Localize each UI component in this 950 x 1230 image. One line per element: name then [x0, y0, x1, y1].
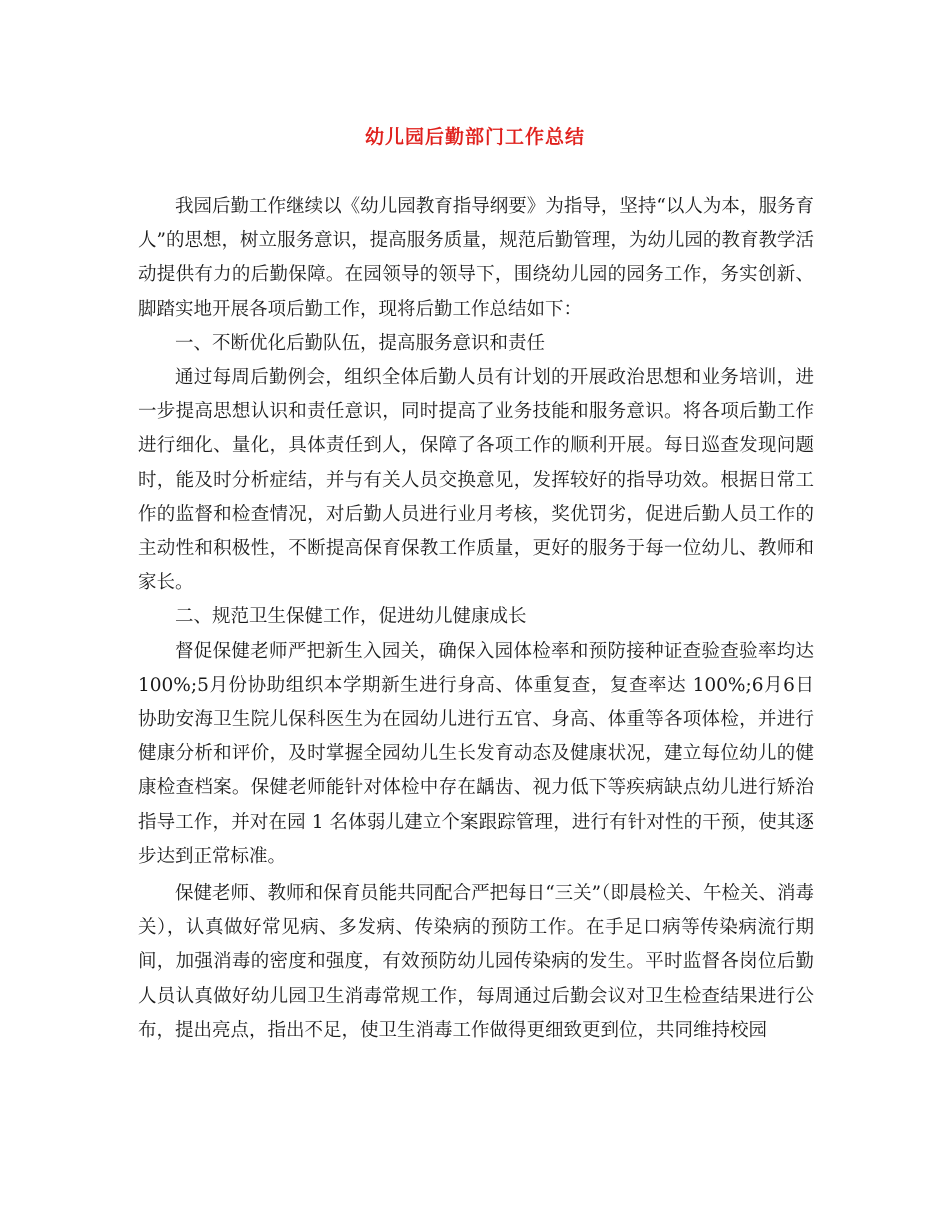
document-title: 幼儿园后勤部门工作总结	[364, 126, 585, 148]
intro-paragraph: 我园后勤工作继续以《幼儿园教育指导纲要》为指导，坚持“以人为本，服务育人”的思想，树立服务意识，提高服务质量，规范后勤管理，为幼儿园的教育教学活动提供有力的后勤保障。在园领导的领导下，围绕幼儿园的园务工作，务实创新、脚踏实地开展各项后勤工作，现将后勤工作总结如下：	[138, 196, 814, 320]
section-1-paragraph: 通过每周后勤例会，组织全体后勤人员有计划的开展政治思想和业务培训，进一步提高思想认识和责任意识，同时提高了业务技能和服务意识。将各项后勤工作进行细化、量化，具体责任到人，保障了各项工作的顺利开展。每日巡查发现问题时，能及时分析症结，并与有关人员交换意见，发挥较好的指导功效。根据日常工作的监督和检查情况，对后勤人员进行业月考核，奖优罚劣，促进后勤人员工作的主动性和积极性，不断提高保育保教工作质量，更好的服务于每一位幼儿、教师和家长。	[138, 367, 814, 594]
section-heading-2: 二、规范卫生保健工作，促进幼儿健康成长	[175, 606, 527, 628]
document-body	[138, 190, 814, 1048]
section-2-paragraph-1: 督促保健老师严把新生入园关，确保入园体检率和预防接种证查验查验率均达100%;5月份协助组织本学期新生进行身高、体重复查，复查率达 100%;6月6日协助安海卫生院儿保科医生为在园幼儿进行五官、身高、体重等各项体检，并进行健康分析和评价，及时掌握全园幼儿生长发育动态及健康状况，建立每位幼儿的健康检查档案。保健老师能针对体检中存在龋齿、视力低下等疾病缺点幼儿进行矫治指导工作，并对在园 1 名体弱儿建立个案跟踪管理，进行有针对性的干预，使其逐步达到正常标准。	[138, 640, 814, 867]
section-heading-1: 一、不断优化后勤队伍，提高服务意识和责任	[175, 332, 546, 354]
section-2-paragraph-2: 保健老师、教师和保育员能共同配合严把每日“三关”（即晨检关、午检关、消毒关），认真做好常见病、多发病、传染病的预防工作。在手足口病等传染病流行期间，加强消毒的密度和强度，有效预防幼儿园传染病的发生。平时监督各岗位后勤人员认真做好幼儿园卫生消毒常规工作，每周通过后勤会议对卫生检查结果进行公布，提出亮点，指出不足，使卫生消毒工作做得更细致更到位，共同维持校园	[138, 883, 814, 1041]
